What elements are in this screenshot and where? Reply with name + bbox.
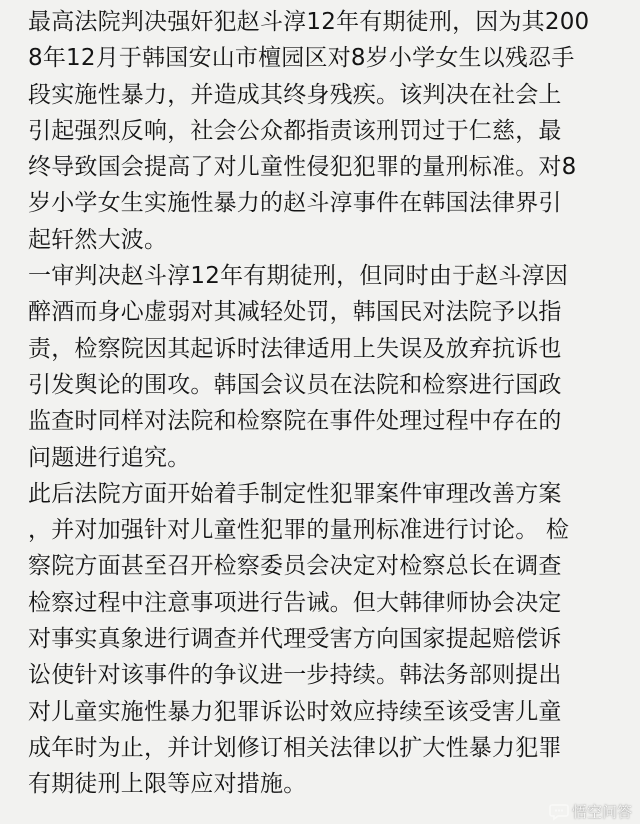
text-line: 问题进行追究。: [28, 444, 191, 471]
text-line: 终导致国会提高了对儿童性侵犯犯罪的量刑标准。对8: [28, 154, 577, 181]
text-line: 岁小学女生实施性暴力的赵斗淳事件在韩国法律界引: [28, 190, 562, 217]
text-line: 察院方面甚至召开检察委员会决定对检察总长在调查: [28, 553, 562, 580]
text-line: 引起强烈反响，社会公众都指责该刑罚过于仁慈，最: [28, 117, 562, 144]
text-line: 一审判决赵斗淳12年有期徒刑，但同时由于赵斗淳因: [28, 263, 569, 290]
watermark-text: 悟空问答: [571, 802, 632, 821]
text-line: 讼使针对该事件的争议进一步持续。韩法务部则提出: [28, 662, 562, 689]
text-line: 起轩然大波。: [28, 226, 168, 253]
text-line: ，并对加强针对儿童性犯罪的量刑标准进行讨论。 检: [28, 517, 570, 544]
text-line: 引发舆论的围攻。韩国会议员在法院和检察进行国政: [28, 371, 562, 398]
text-line: 8年12月于韩国安山市檀园区对8岁小学女生以残忍手: [28, 45, 575, 72]
text-line: 有期徒刑上限等应对措施。: [28, 771, 307, 798]
article-body: [28, 4, 628, 803]
text-line: 责，检察院因其起诉时法律适用上失误及放弃抗诉也: [28, 335, 562, 362]
text-line: 此后法院方面开始着手制定性犯罪案件审理改善方案: [28, 480, 562, 507]
text-line: 对事实真象进行调查并代理受害方向国家提起赔偿诉: [28, 626, 562, 653]
speech-bubble-icon: [549, 801, 569, 821]
watermark: [549, 800, 632, 822]
text-line: 检察过程中注意事项进行告诫。但大韩律师协会决定: [28, 589, 562, 616]
text-line: 监查时同样对法院和检察院在事件处理过程中存在的: [28, 408, 562, 435]
text-line: 段实施性暴力，并造成其终身残疾。该判决在社会上: [28, 81, 562, 108]
text-line: 最高法院判决强奸犯赵斗淳12年有期徒刑，因为其200: [28, 9, 590, 35]
text-line: 对儿童实施性暴力犯罪诉讼时效应持续至该受害儿童: [28, 698, 562, 725]
text-line: 醉酒而身心虚弱对其减轻处罚，韩国民对法院予以指: [28, 299, 562, 326]
text-line: 成年时为止，并计划修订相关法律以扩大性暴力犯罪: [28, 734, 562, 761]
